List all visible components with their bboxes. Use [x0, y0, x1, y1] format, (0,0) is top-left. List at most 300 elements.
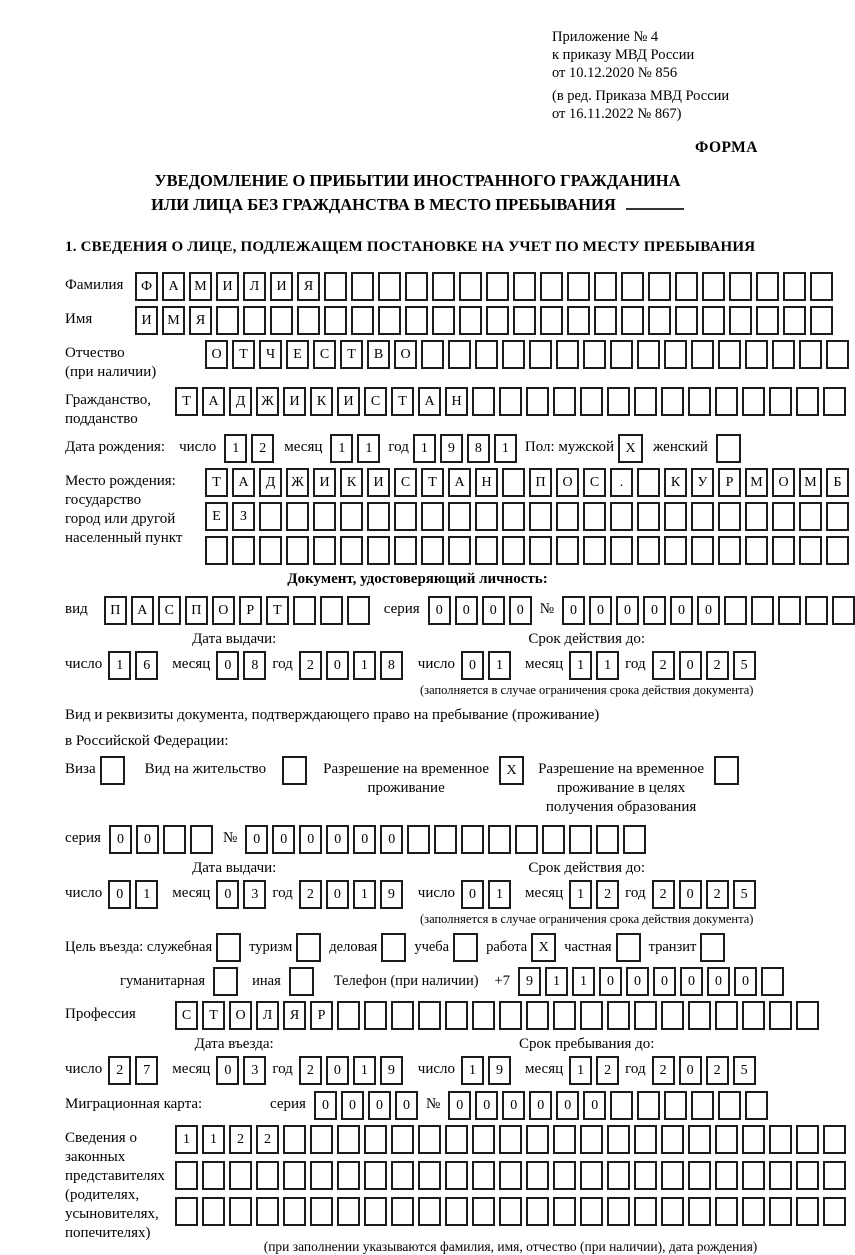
char-box[interactable] [742, 387, 765, 416]
char-box[interactable]: М [189, 272, 212, 301]
char-box[interactable] [475, 340, 498, 369]
char-box[interactable]: 0 [216, 880, 239, 909]
char-box[interactable]: 1 [488, 651, 511, 680]
char-box[interactable] [526, 1125, 549, 1154]
char-box[interactable] [553, 1161, 576, 1190]
char-box[interactable] [283, 1197, 306, 1226]
char-box[interactable]: 1 [353, 651, 376, 680]
char-box[interactable]: И [135, 306, 158, 335]
char-box[interactable]: 9 [380, 880, 403, 909]
char-box[interactable]: 1 [572, 967, 595, 996]
char-box[interactable] [432, 272, 455, 301]
char-box[interactable] [256, 1197, 279, 1226]
char-box[interactable] [553, 1197, 576, 1226]
char-box[interactable] [607, 387, 630, 416]
char-box[interactable] [567, 306, 590, 335]
char-box[interactable]: Т [205, 468, 228, 497]
char-box[interactable] [310, 1161, 333, 1190]
char-box[interactable]: И [216, 272, 239, 301]
char-box[interactable] [805, 596, 828, 625]
char-box[interactable] [675, 306, 698, 335]
checkbox[interactable] [296, 933, 321, 962]
char-box[interactable] [661, 1161, 684, 1190]
char-box[interactable] [742, 1125, 765, 1154]
char-box[interactable]: О [205, 340, 228, 369]
char-box[interactable] [664, 1091, 687, 1120]
char-box[interactable] [553, 1125, 576, 1154]
char-box[interactable] [580, 1197, 603, 1226]
char-box[interactable]: П [185, 596, 208, 625]
char-box[interactable] [769, 1001, 792, 1030]
char-box[interactable] [583, 502, 606, 531]
char-box[interactable]: 9 [488, 1056, 511, 1085]
char-box[interactable]: А [131, 596, 154, 625]
char-box[interactable] [745, 1091, 768, 1120]
char-box[interactable] [499, 1161, 522, 1190]
char-box[interactable]: 0 [461, 880, 484, 909]
char-box[interactable] [499, 1197, 522, 1226]
char-box[interactable]: Т [421, 468, 444, 497]
char-box[interactable] [542, 825, 565, 854]
char-box[interactable] [526, 387, 549, 416]
char-box[interactable] [796, 387, 819, 416]
char-box[interactable]: 0 [216, 1056, 239, 1085]
char-box[interactable]: 2 [706, 651, 729, 680]
char-box[interactable] [337, 1001, 360, 1030]
char-box[interactable]: 0 [680, 967, 703, 996]
char-box[interactable] [259, 502, 282, 531]
char-box[interactable]: 0 [136, 825, 159, 854]
char-box[interactable] [621, 306, 644, 335]
char-box[interactable] [688, 1125, 711, 1154]
char-box[interactable] [634, 1161, 657, 1190]
char-box[interactable]: Ж [256, 387, 279, 416]
char-box[interactable] [661, 1001, 684, 1030]
char-box[interactable]: 0 [108, 880, 131, 909]
char-box[interactable] [594, 306, 617, 335]
char-box[interactable] [661, 387, 684, 416]
char-box[interactable] [648, 306, 671, 335]
char-box[interactable] [337, 1197, 360, 1226]
char-box[interactable] [432, 306, 455, 335]
char-box[interactable] [347, 596, 370, 625]
char-box[interactable]: 3 [243, 880, 266, 909]
char-box[interactable] [580, 1001, 603, 1030]
char-box[interactable]: П [529, 468, 552, 497]
checkbox[interactable] [616, 933, 641, 962]
char-box[interactable] [324, 306, 347, 335]
char-box[interactable]: Ф [135, 272, 158, 301]
char-box[interactable] [378, 306, 401, 335]
char-box[interactable] [391, 1161, 414, 1190]
char-box[interactable] [823, 387, 846, 416]
char-box[interactable]: 3 [243, 1056, 266, 1085]
char-box[interactable] [778, 596, 801, 625]
char-box[interactable] [783, 306, 806, 335]
char-box[interactable]: 1 [224, 434, 247, 463]
char-box[interactable] [715, 1001, 738, 1030]
char-box[interactable] [724, 596, 747, 625]
char-box[interactable] [607, 1197, 630, 1226]
char-box[interactable] [664, 536, 687, 565]
char-box[interactable] [486, 272, 509, 301]
char-box[interactable] [232, 536, 255, 565]
char-box[interactable] [472, 1001, 495, 1030]
char-box[interactable] [556, 536, 579, 565]
char-box[interactable]: 2 [299, 1056, 322, 1085]
char-box[interactable]: 0 [529, 1091, 552, 1120]
char-box[interactable] [745, 536, 768, 565]
char-box[interactable] [810, 306, 833, 335]
char-box[interactable] [745, 502, 768, 531]
char-box[interactable]: 8 [467, 434, 490, 463]
char-box[interactable]: 0 [299, 825, 322, 854]
char-box[interactable]: 1 [108, 651, 131, 680]
char-box[interactable]: 1 [353, 1056, 376, 1085]
char-box[interactable]: О [229, 1001, 252, 1030]
char-box[interactable] [488, 825, 511, 854]
char-box[interactable] [772, 536, 795, 565]
char-box[interactable] [718, 340, 741, 369]
char-box[interactable] [553, 387, 576, 416]
char-box[interactable]: 2 [299, 651, 322, 680]
char-box[interactable] [202, 1161, 225, 1190]
char-box[interactable]: И [283, 387, 306, 416]
char-box[interactable] [583, 536, 606, 565]
char-box[interactable] [567, 272, 590, 301]
char-box[interactable]: Р [239, 596, 262, 625]
char-box[interactable]: 1 [494, 434, 517, 463]
char-box[interactable] [499, 1125, 522, 1154]
char-box[interactable]: 7 [135, 1056, 158, 1085]
char-box[interactable] [499, 387, 522, 416]
char-box[interactable]: 1 [175, 1125, 198, 1154]
char-box[interactable]: К [664, 468, 687, 497]
char-box[interactable] [445, 1001, 468, 1030]
char-box[interactable]: О [772, 468, 795, 497]
char-box[interactable] [675, 272, 698, 301]
char-box[interactable] [691, 536, 714, 565]
char-box[interactable] [596, 825, 619, 854]
char-box[interactable]: 0 [326, 1056, 349, 1085]
char-box[interactable] [175, 1197, 198, 1226]
char-box[interactable] [664, 502, 687, 531]
checkbox[interactable] [289, 967, 314, 996]
char-box[interactable]: Я [283, 1001, 306, 1030]
char-box[interactable] [637, 502, 660, 531]
char-box[interactable] [364, 1001, 387, 1030]
char-box[interactable]: О [394, 340, 417, 369]
char-box[interactable]: 0 [679, 651, 702, 680]
char-box[interactable] [610, 536, 633, 565]
char-box[interactable] [745, 340, 768, 369]
char-box[interactable] [823, 1125, 846, 1154]
char-box[interactable] [216, 306, 239, 335]
char-box[interactable]: М [745, 468, 768, 497]
char-box[interactable] [367, 502, 390, 531]
char-box[interactable] [351, 272, 374, 301]
char-box[interactable]: 2 [652, 651, 675, 680]
char-box[interactable]: 6 [135, 651, 158, 680]
char-box[interactable] [421, 340, 444, 369]
char-box[interactable]: Т [232, 340, 255, 369]
char-box[interactable]: Я [297, 272, 320, 301]
char-box[interactable]: Д [229, 387, 252, 416]
char-box[interactable] [761, 967, 784, 996]
char-box[interactable] [529, 340, 552, 369]
char-box[interactable] [772, 340, 795, 369]
char-box[interactable]: 0 [245, 825, 268, 854]
char-box[interactable]: 9 [518, 967, 541, 996]
char-box[interactable]: Е [205, 502, 228, 531]
char-box[interactable]: 0 [326, 651, 349, 680]
char-box[interactable] [486, 306, 509, 335]
char-box[interactable]: О [212, 596, 235, 625]
char-box[interactable] [337, 1125, 360, 1154]
checkbox[interactable] [714, 756, 739, 785]
char-box[interactable]: 5 [733, 1056, 756, 1085]
char-box[interactable]: В [367, 340, 390, 369]
char-box[interactable] [229, 1161, 252, 1190]
char-box[interactable] [664, 340, 687, 369]
char-box[interactable] [637, 468, 660, 497]
char-box[interactable]: Т [266, 596, 289, 625]
char-box[interactable] [190, 825, 213, 854]
char-box[interactable]: 1 [569, 880, 592, 909]
char-box[interactable]: 0 [272, 825, 295, 854]
char-box[interactable]: Р [310, 1001, 333, 1030]
char-box[interactable] [445, 1125, 468, 1154]
char-box[interactable] [823, 1197, 846, 1226]
char-box[interactable]: Д [259, 468, 282, 497]
char-box[interactable] [826, 340, 849, 369]
checkbox[interactable] [453, 933, 478, 962]
char-box[interactable] [340, 536, 363, 565]
char-box[interactable]: Л [256, 1001, 279, 1030]
char-box[interactable]: 0 [734, 967, 757, 996]
char-box[interactable]: А [448, 468, 471, 497]
char-box[interactable] [540, 306, 563, 335]
char-box[interactable]: Ч [259, 340, 282, 369]
char-box[interactable]: К [340, 468, 363, 497]
char-box[interactable]: 5 [733, 651, 756, 680]
char-box[interactable] [769, 1197, 792, 1226]
char-box[interactable] [459, 306, 482, 335]
char-box[interactable] [583, 340, 606, 369]
char-box[interactable]: А [162, 272, 185, 301]
char-box[interactable] [513, 272, 536, 301]
char-box[interactable] [832, 596, 855, 625]
char-box[interactable]: 2 [108, 1056, 131, 1085]
char-box[interactable] [205, 536, 228, 565]
char-box[interactable] [702, 306, 725, 335]
char-box[interactable]: З [232, 502, 255, 531]
char-box[interactable] [391, 1125, 414, 1154]
char-box[interactable] [163, 825, 186, 854]
char-box[interactable] [718, 536, 741, 565]
char-box[interactable]: 0 [428, 596, 451, 625]
char-box[interactable]: 2 [652, 880, 675, 909]
char-box[interactable] [623, 825, 646, 854]
char-box[interactable]: О [556, 468, 579, 497]
char-box[interactable] [688, 1161, 711, 1190]
char-box[interactable] [475, 502, 498, 531]
char-box[interactable] [751, 596, 774, 625]
char-box[interactable]: У [691, 468, 714, 497]
char-box[interactable] [526, 1161, 549, 1190]
char-box[interactable] [475, 536, 498, 565]
char-box[interactable] [502, 340, 525, 369]
char-box[interactable]: 0 [326, 825, 349, 854]
char-box[interactable] [461, 825, 484, 854]
char-box[interactable]: 9 [440, 434, 463, 463]
char-box[interactable] [364, 1161, 387, 1190]
char-box[interactable] [796, 1197, 819, 1226]
char-box[interactable]: Н [475, 468, 498, 497]
char-box[interactable]: 1 [357, 434, 380, 463]
char-box[interactable] [418, 1197, 441, 1226]
char-box[interactable] [637, 536, 660, 565]
checkbox[interactable]: X [531, 933, 556, 962]
char-box[interactable] [826, 502, 849, 531]
checkbox[interactable] [213, 967, 238, 996]
char-box[interactable] [364, 1197, 387, 1226]
checkbox[interactable] [216, 933, 241, 962]
char-box[interactable]: Ж [286, 468, 309, 497]
char-box[interactable] [637, 1091, 660, 1120]
char-box[interactable]: 2 [596, 880, 619, 909]
char-box[interactable] [772, 502, 795, 531]
char-box[interactable] [610, 340, 633, 369]
char-box[interactable] [688, 1197, 711, 1226]
char-box[interactable]: 0 [707, 967, 730, 996]
char-box[interactable]: 2 [299, 880, 322, 909]
char-box[interactable] [691, 502, 714, 531]
char-box[interactable]: И [337, 387, 360, 416]
char-box[interactable] [378, 272, 401, 301]
char-box[interactable]: 2 [251, 434, 274, 463]
checkbox[interactable] [716, 434, 741, 463]
char-box[interactable] [202, 1197, 225, 1226]
char-box[interactable]: 0 [341, 1091, 364, 1120]
char-box[interactable]: 1 [545, 967, 568, 996]
char-box[interactable] [556, 502, 579, 531]
char-box[interactable] [434, 825, 457, 854]
char-box[interactable]: 0 [583, 1091, 606, 1120]
char-box[interactable] [769, 1161, 792, 1190]
char-box[interactable] [310, 1197, 333, 1226]
char-box[interactable]: 0 [509, 596, 532, 625]
char-box[interactable] [540, 272, 563, 301]
char-box[interactable]: 1 [353, 880, 376, 909]
char-box[interactable] [594, 272, 617, 301]
checkbox[interactable] [282, 756, 307, 785]
char-box[interactable] [391, 1001, 414, 1030]
char-box[interactable] [515, 825, 538, 854]
char-box[interactable] [691, 1091, 714, 1120]
char-box[interactable] [407, 825, 430, 854]
char-box[interactable] [526, 1197, 549, 1226]
char-box[interactable]: 0 [109, 825, 132, 854]
char-box[interactable] [502, 502, 525, 531]
char-box[interactable] [320, 596, 343, 625]
char-box[interactable]: Т [391, 387, 414, 416]
char-box[interactable]: С [158, 596, 181, 625]
char-box[interactable]: 0 [314, 1091, 337, 1120]
char-box[interactable] [796, 1001, 819, 1030]
char-box[interactable] [310, 1125, 333, 1154]
char-box[interactable]: 0 [448, 1091, 471, 1120]
char-box[interactable]: 1 [330, 434, 353, 463]
char-box[interactable]: А [232, 468, 255, 497]
char-box[interactable] [418, 1001, 441, 1030]
char-box[interactable] [769, 1125, 792, 1154]
char-box[interactable]: 2 [706, 880, 729, 909]
char-box[interactable] [364, 1125, 387, 1154]
char-box[interactable]: 1 [569, 1056, 592, 1085]
char-box[interactable]: 0 [380, 825, 403, 854]
char-box[interactable]: С [364, 387, 387, 416]
char-box[interactable] [607, 1125, 630, 1154]
char-box[interactable] [256, 1161, 279, 1190]
char-box[interactable] [556, 340, 579, 369]
char-box[interactable]: С [394, 468, 417, 497]
char-box[interactable] [580, 1125, 603, 1154]
checkbox[interactable]: X [499, 756, 524, 785]
char-box[interactable] [688, 1001, 711, 1030]
char-box[interactable] [445, 1161, 468, 1190]
char-box[interactable] [448, 536, 471, 565]
char-box[interactable]: 5 [733, 880, 756, 909]
char-box[interactable] [607, 1161, 630, 1190]
char-box[interactable]: 2 [256, 1125, 279, 1154]
char-box[interactable]: 0 [326, 880, 349, 909]
char-box[interactable] [799, 536, 822, 565]
char-box[interactable]: 0 [679, 1056, 702, 1085]
char-box[interactable] [394, 536, 417, 565]
char-box[interactable]: 1 [202, 1125, 225, 1154]
char-box[interactable] [502, 468, 525, 497]
char-box[interactable] [229, 1197, 252, 1226]
char-box[interactable]: 1 [461, 1056, 484, 1085]
char-box[interactable]: И [313, 468, 336, 497]
char-box[interactable] [580, 387, 603, 416]
char-box[interactable] [529, 502, 552, 531]
char-box[interactable] [526, 1001, 549, 1030]
char-box[interactable]: С [313, 340, 336, 369]
char-box[interactable]: А [202, 387, 225, 416]
char-box[interactable]: 0 [461, 651, 484, 680]
char-box[interactable]: Т [340, 340, 363, 369]
char-box[interactable] [799, 340, 822, 369]
char-box[interactable] [661, 1125, 684, 1154]
char-box[interactable] [243, 306, 266, 335]
char-box[interactable] [702, 272, 725, 301]
char-box[interactable] [313, 502, 336, 531]
char-box[interactable]: М [162, 306, 185, 335]
char-box[interactable] [529, 536, 552, 565]
char-box[interactable] [715, 387, 738, 416]
char-box[interactable] [313, 536, 336, 565]
char-box[interactable] [270, 306, 293, 335]
char-box[interactable] [513, 306, 536, 335]
char-box[interactable] [448, 340, 471, 369]
char-box[interactable] [742, 1161, 765, 1190]
char-box[interactable]: 8 [380, 651, 403, 680]
char-box[interactable]: 2 [229, 1125, 252, 1154]
char-box[interactable]: Л [243, 272, 266, 301]
char-box[interactable]: 9 [380, 1056, 403, 1085]
